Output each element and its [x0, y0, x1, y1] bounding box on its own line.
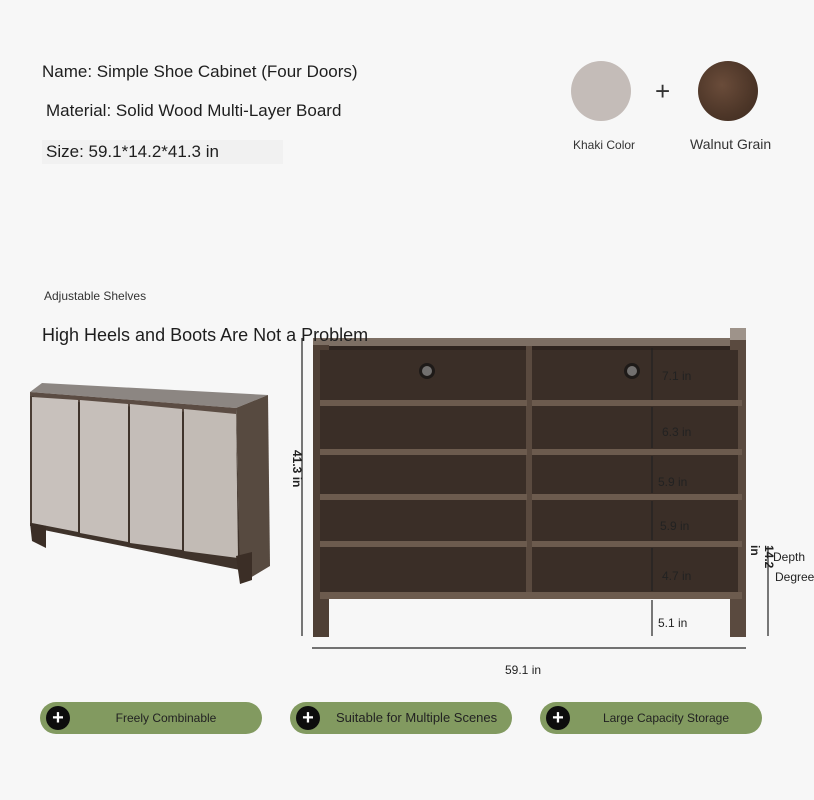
plus-icon: + — [296, 706, 320, 730]
shelf-height-label-1: 7.1 in — [662, 369, 692, 383]
shelf-height-label-3: 5.9 in — [658, 475, 688, 489]
shelf-height-label-5: 4.7 in — [662, 569, 692, 583]
khaki-color-label: Khaki Color — [573, 138, 636, 152]
product-name: Name: Simple Shoe Cabinet (Four Doors) — [42, 62, 358, 81]
plus-icon: + — [546, 706, 570, 730]
width-dimension-label: 59.1 in — [505, 663, 542, 677]
closed-cabinet-image — [30, 383, 270, 584]
plus-icon: + — [46, 706, 70, 730]
shelves-headline: High Heels and Boots Are Not a Problem — [42, 325, 369, 345]
depth-dimension-label: 14.2 in — [748, 545, 776, 569]
depth-caption-2: Degree — [775, 570, 814, 584]
depth-caption-1: Depth — [773, 550, 806, 564]
shelf-height-label-6: 5.1 in — [658, 616, 688, 630]
product-material: Material: Solid Wood Multi-Layer Board — [46, 101, 342, 120]
badge-label: Freely Combinable — [115, 711, 217, 725]
product-size: Size: 59.1*14.2*41.3 in — [42, 140, 283, 164]
shelf-height-label-2: 6.3 in — [662, 425, 692, 439]
shelf-height-label-4: 5.9 in — [660, 519, 690, 533]
badge-label: Large Capacity Storage — [602, 711, 730, 725]
adjustable-shelves-caption: Adjustable Shelves — [44, 289, 147, 303]
walnut-grain-label: Walnut Grain — [690, 136, 772, 152]
height-dimension-label: 41.3 in — [290, 450, 304, 488]
badge-multiple-scenes — [290, 702, 512, 734]
badge-label: Suitable for Multiple Scenes — [336, 710, 498, 725]
plus-icon: + — [655, 76, 671, 106]
badge-large-capacity — [540, 702, 762, 734]
badge-freely-combinable — [40, 702, 262, 734]
